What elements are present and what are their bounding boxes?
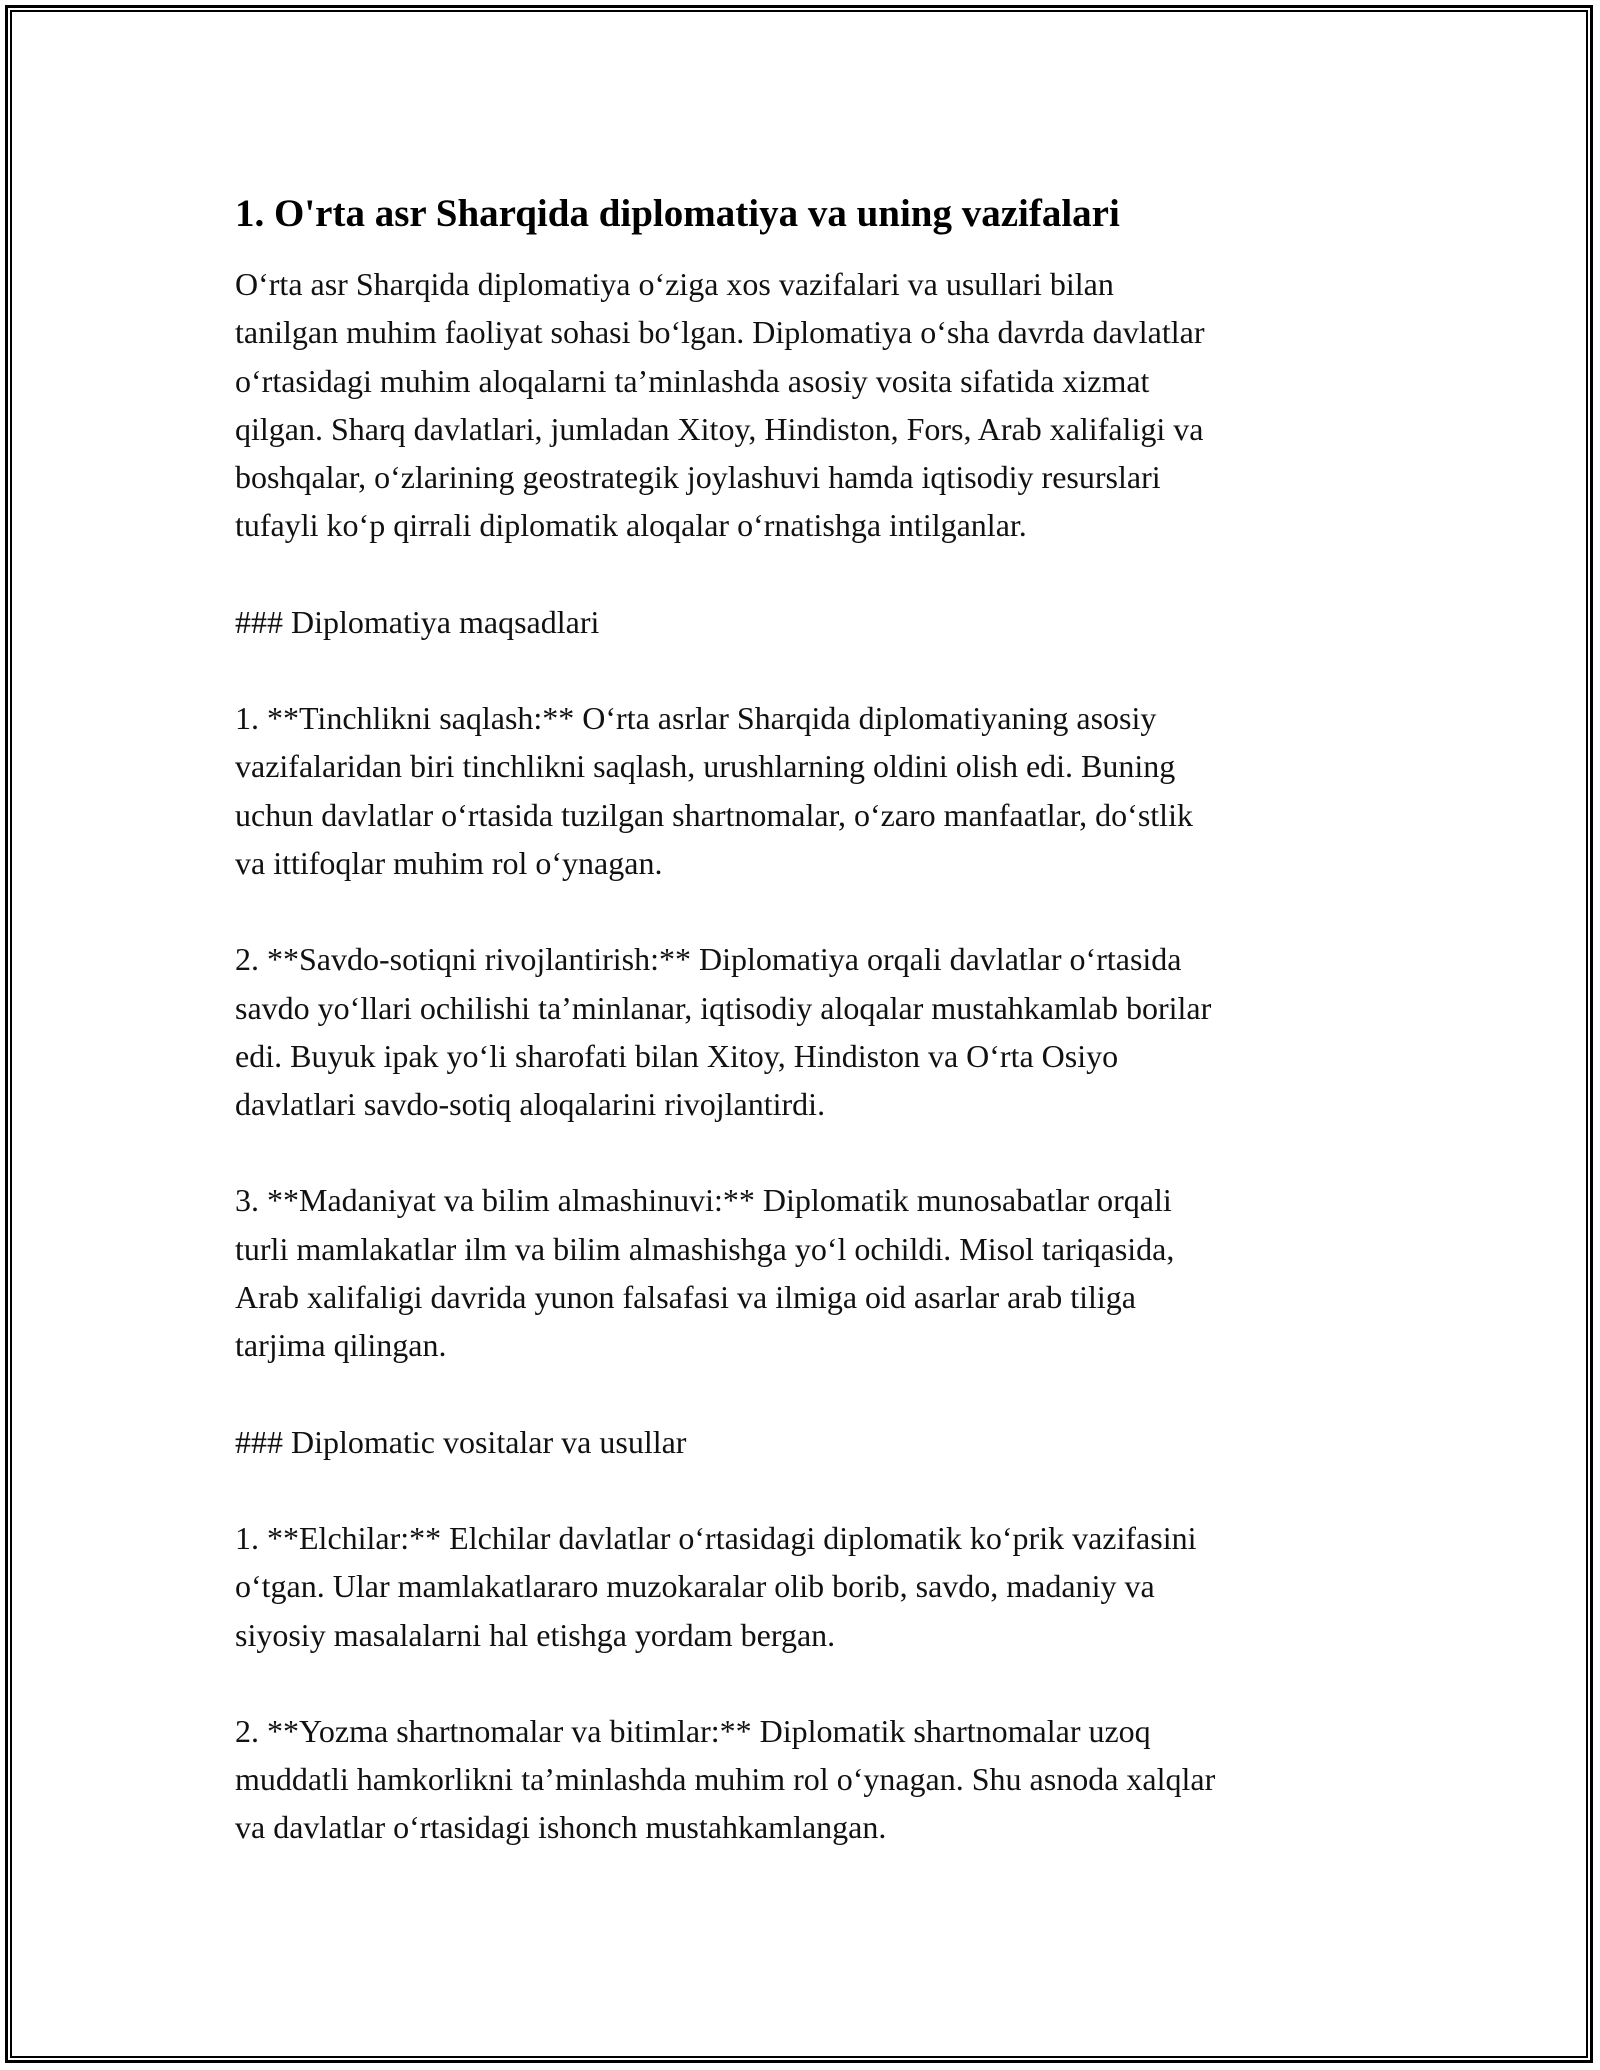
list-item-madaniyat-bilim: 3. **Madaniyat va bilim almashinuvi:** Diplomatik munosabatlar orqali turli mamlakatlar ilm va bilim almashishga yo‘l ochildi. Misol tariqasida, Arab xalifaligi davrida yunon falsafasi va ilmiga oid asarlar arab tiliga tarjima qilingan. xyxy=(235,1182,1175,1364)
list-item-tinchlikni-saqlash: 1. **Tinchlikni saqlash:** O‘rta asrlar Sharqida diplomatiyaning asosiy vazifalaridan biri tinchlikni saqlash, urushlarning oldini olish edi. Buning uchun davlatlar o‘rtasida tuzilgan shartnomalar, o‘zaro manfaatlar, do‘stlik va ittifoqlar muhim rol o‘ynagan. xyxy=(235,700,1193,881)
document-title: 1. O'rta asr Sharqida diplomatiya va uning vazifalari xyxy=(235,192,1120,235)
section-heading-diplomatic-vositalar: ### Diplomatic vositalar va usullar xyxy=(235,1423,687,1460)
intro-paragraph: O‘rta asr Sharqida diplomatiya o‘ziga xos vazifalari va usullari bilan tanilgan muhim faoliyat sohasi bo‘lgan. Diplomatiya o‘sha davrda davlatlar o‘rtasidagi muhim aloqalarni ta’minlashda asosiy vosita sifatida xizmat qilgan. Sharq davlatlari, jumladan Xitoy, Hindiston, Fors, Arab xalifaligi va boshqalar, o‘zlarining geostrategik joylashuvi hamda iqtisodiy resurslari tufayli ko‘p qirrali diplomatik aloqalar o‘rnatishga intilganlar. xyxy=(235,266,1205,544)
document-body xyxy=(235,188,1375,1852)
list-item-elchilar: 1. **Elchilar:** Elchilar davlatlar o‘rtasidagi diplomatik ko‘prik vazifasini o‘tgan. Ular mamlakatlararo muzokaralar olib borib, savdo, madaniy va siyosiy masalalarni hal etishga yordam bergan. xyxy=(235,1519,1197,1653)
list-item-yozma-shartnomalar: 2. **Yozma shartnomalar va bitimlar:** Diplomatik shartnomalar uzoq muddatli hamkorlikni ta’minlashda muhim rol o‘ynagan. Shu asnoda xalqlar va davlatlar o‘rtasidagi ishonch mustahkamlangan. xyxy=(235,1712,1216,1846)
section-heading-diplomatiya-maqsadlari: ### Diplomatiya maqsadlari xyxy=(235,603,600,640)
list-item-savdo-sotiq: 2. **Savdo-sotiqni rivojlantirish:** Diplomatiya orqali davlatlar o‘rtasida savdo yo‘llari ochilishi ta’minlanar, iqtisodiy aloqalar mustahkamlab borilar edi. Buyuk ipak yo‘li sharofati bilan Xitoy, Hindiston va O‘rta Osiyo davlatlari savdo-sotiq aloqalarini rivojlantirdi. xyxy=(235,941,1212,1123)
